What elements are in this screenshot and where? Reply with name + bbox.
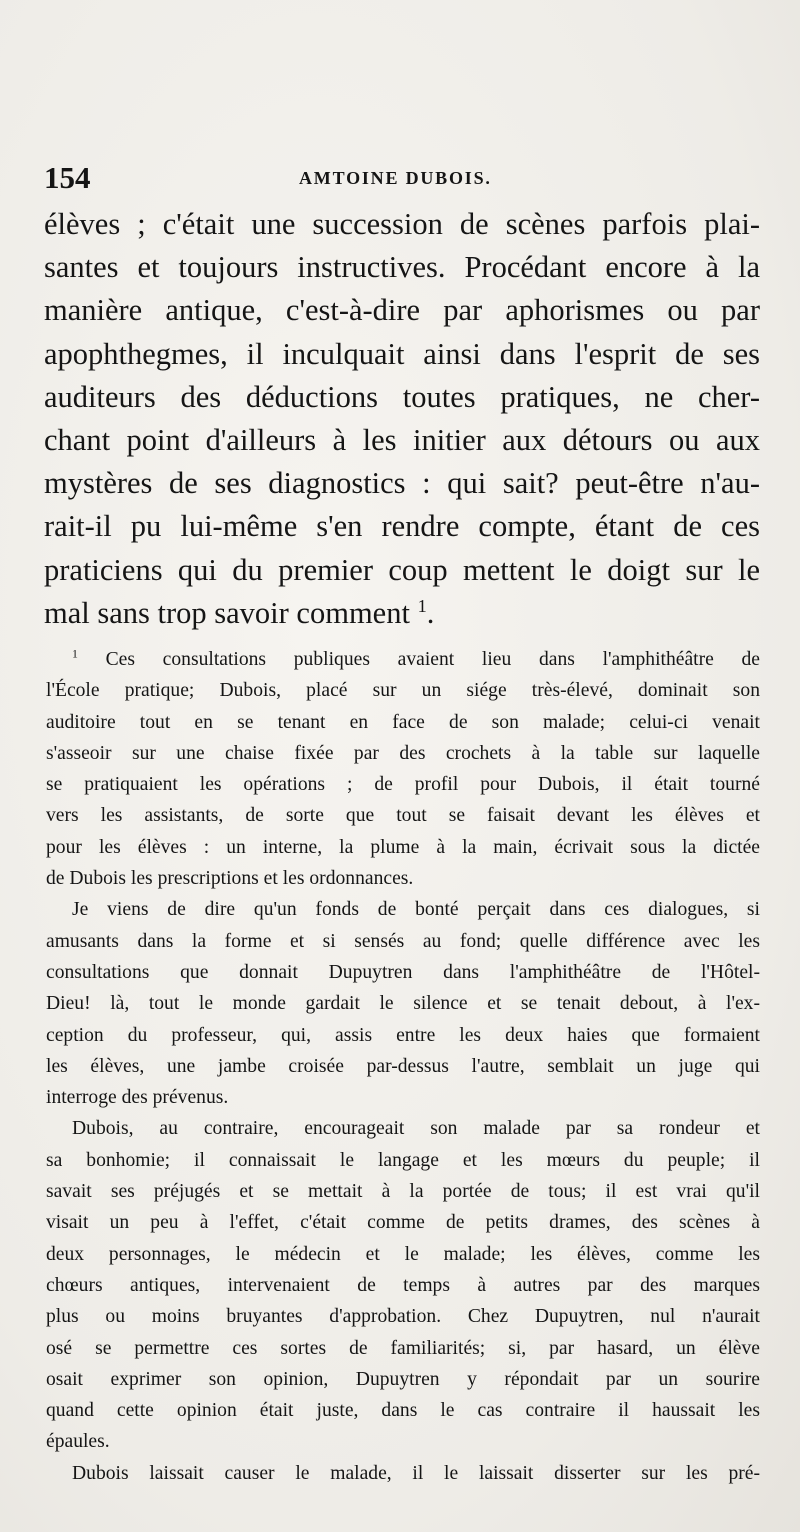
note-line: visait un peu à l'effet, c'était comme de petits drames, des scènes à	[46, 1212, 760, 1234]
text-line: manière antique, c'est-à-dire par aphorismes ou par	[44, 293, 760, 328]
note-line: ception du professeur, qui, assis entre les deux haies que formaient	[46, 1024, 760, 1046]
note-line: chœurs antiques, intervenaient de temps à autres par des marques	[46, 1274, 760, 1296]
text-line: chant point d'ailleurs à les initier aux détours ou aux	[44, 422, 760, 457]
note-line: Dubois laissait causer le malade, il le laissait disserter sur les pré-	[72, 1462, 760, 1484]
note-line	[46, 644, 760, 675]
text-line: auditeurs des déductions toutes pratiques, ne cher-	[44, 379, 760, 414]
running-head	[44, 160, 754, 200]
note-line: plus ou moins bruyantes d'approbation. Chez Dupuytren, nul n'aurait	[46, 1306, 760, 1328]
text-line: santes et toujours instructives. Procédant encore à la	[44, 250, 760, 285]
note-line: l'École pratique; Dubois, placé sur un siége très-élevé, dominait son	[46, 680, 760, 702]
note-line: pour les élèves : un interne, la plume à la main, écrivait sous la dictée	[46, 836, 760, 858]
footnote-marker: 1	[417, 595, 427, 616]
note-line: vers les assistants, de sorte que tout se faisait devant les élèves et	[46, 805, 760, 827]
text-line-content: mal sans trop savoir comment	[44, 595, 410, 630]
note-line: épaules.	[46, 1431, 110, 1453]
note-text: Ces consultations publiques avaient lieu dans l'amphithéâtre de	[105, 649, 761, 670]
note-line: Dieu! là, tout le monde gardait le silence et se tenait debout, à l'ex-	[46, 993, 760, 1015]
note-line: Dubois, au contraire, encourageait son malade par sa rondeur et	[72, 1118, 760, 1140]
footnotes	[46, 644, 760, 1489]
note-line: les élèves, une jambe croisée par-dessus l'autre, semblait un juge qui	[46, 1055, 760, 1077]
note-line: osait exprimer son opinion, Dupuytren y répondait par un sourire	[46, 1368, 760, 1390]
text-line: élèves ; c'était une succession de scènes parfois plai-	[44, 207, 760, 241]
note-line: deux personnages, le médecin et le malade; les élèves, comme les	[46, 1243, 760, 1265]
note-line: savait ses préjugés et se mettait à la portée de tous; il est vrai qu'il	[46, 1181, 760, 1203]
note-line: quand cette opinion était juste, dans le cas contraire il haussait les	[46, 1400, 760, 1422]
note-line: auditoire tout en se tenant en face de son malade; celui-ci venait	[46, 711, 760, 733]
note-line: osé se permettre ces sortes de familiarités; si, par hasard, un élève	[46, 1337, 760, 1359]
note-line: s'asseoir sur une chaise fixée par des crochets à la table sur laquelle	[46, 742, 760, 764]
note-line: consultations que donnait Dupuytren dans l'amphithéâtre de l'Hôtel-	[46, 961, 760, 983]
note-line: Je viens de dire qu'un fonds de bonté perçait dans ces dialogues, si	[72, 899, 760, 921]
footnote-number: 1	[72, 647, 78, 661]
main-paragraph	[44, 203, 760, 635]
text-line: praticiens qui du premier coup mettent le doigt sur le	[44, 552, 760, 587]
note-line: se pratiquaient les opérations ; de profil pour Dubois, il était tourné	[46, 774, 760, 796]
text-line-last: mal sans trop savoir comment $^1$.	[44, 595, 435, 630]
text-line: apophthegmes, il inculquait ainsi dans l'esprit de ses	[44, 336, 760, 371]
note-line: de Dubois les prescriptions et les ordonnances.	[46, 868, 414, 890]
page-number: 154	[44, 160, 91, 195]
text-line: mystères de ses diagnostics : qui sait? peut-être n'au-	[44, 466, 760, 501]
note-line: sa bonhomie; il connaissait le langage et les mœurs du peuple; il	[46, 1149, 760, 1171]
note-line: amusants dans la forme et si sensés au fond; quelle différence avec les	[46, 930, 760, 952]
note-line: interroge des prévenus.	[46, 1087, 229, 1109]
text-line: rait-il pu lui-même s'en rendre compte, étant de ces	[44, 509, 760, 544]
running-title: AMTOINE DUBOIS.	[299, 168, 492, 188]
